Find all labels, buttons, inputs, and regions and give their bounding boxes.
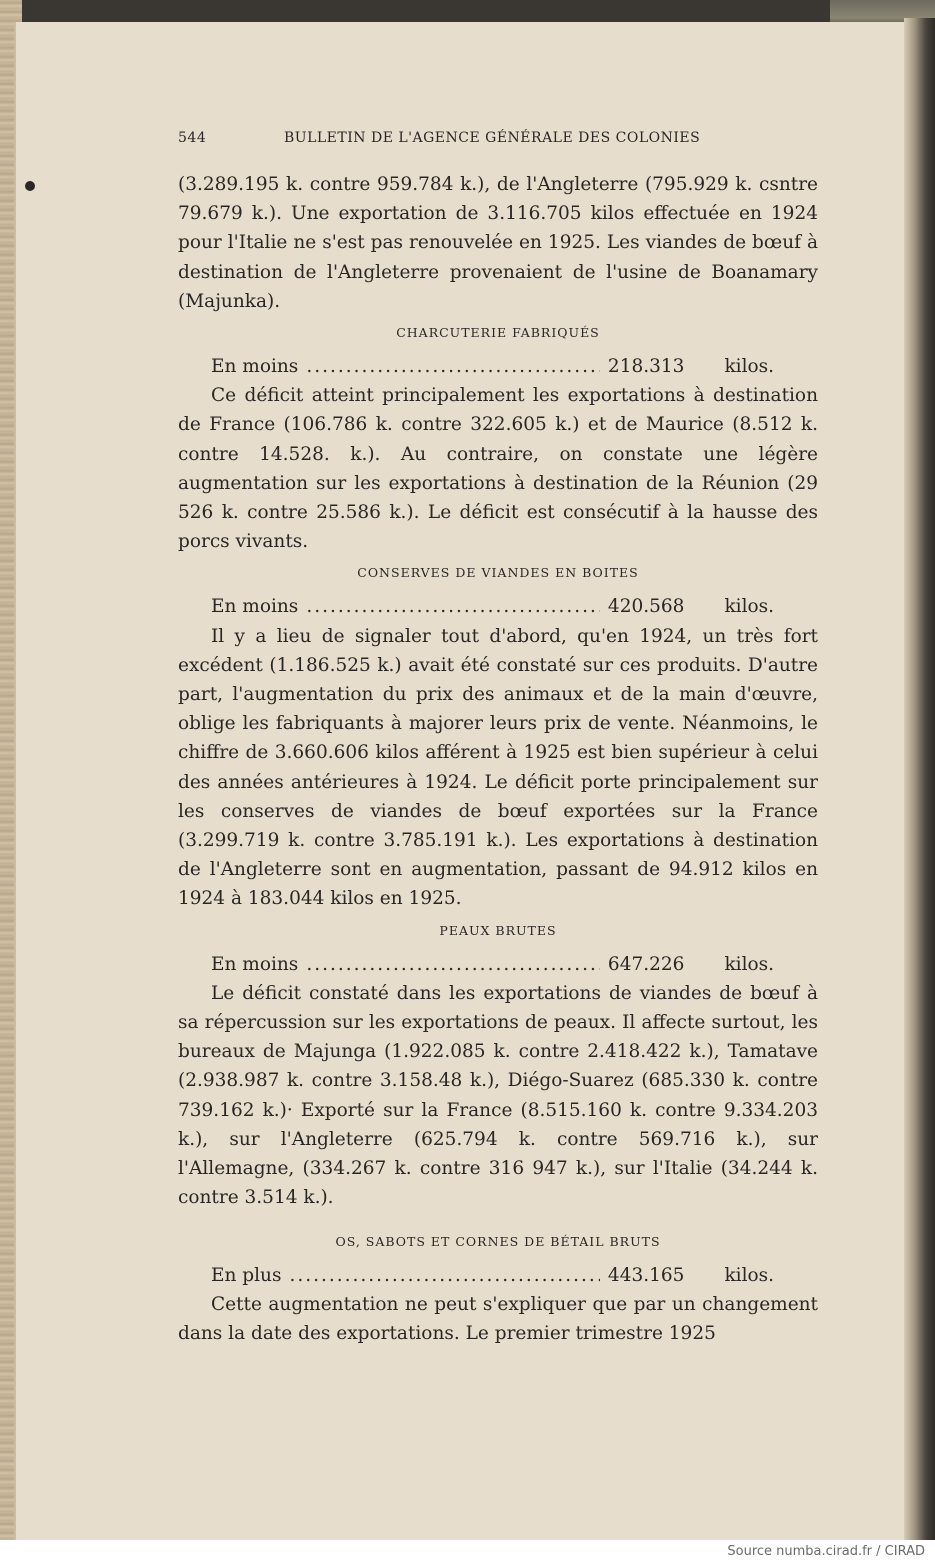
line-value: 420.568 xyxy=(607,596,685,618)
section-paragraph-charcuterie: Ce déficit atteint principalement les exportations à destination de France (106.786 k. contre 322.605 k.) et de Maurice (8.512 k. contre 14.528. k.). Au contraire, on constate une légère augmentation sur les exportations à destination de la Réunion (29 526 k. contre 25.586 k.). Le déficit est consécutif à la hausse des porcs vivants. xyxy=(178,385,818,553)
section-heading-conserves: CONSERVES DE VIANDES EN BOITES xyxy=(357,565,639,581)
section-paragraph-conserves: Il y a lieu de signaler tout d'abord, qu'en 1924, un très fort excédent (1.186.525 k.) avait été constaté sur ces produits. D'autre part, l'augmentation du prix des animaux et de la main d'œuvre, oblige les fabriquants à majorer leurs prix de vente. Néanmoins, le chiffre de 3.660.606 kilos afférent à 1925 est bien supérieur à celui des années antérieures à 1924. Le déficit porte principalement sur les conserves de viandes de bœuf exportées sur la France (3.299.719 k. contre 3.785.191 k.). Les exportations à destination de l'Angleterre sont en augmentation, passant de 94.912 kilos en 1924 à 183.044 kilos en 1925. xyxy=(178,625,818,910)
page-body xyxy=(178,170,818,1348)
dot-leader xyxy=(289,1261,599,1290)
section-heading-peaux: PEAUX BRUTES xyxy=(439,922,557,938)
section-heading-os-sabots: OS, SABOTS ET CORNES DE BÉTAIL BRUTS xyxy=(335,1233,661,1249)
line-item-conserves xyxy=(178,592,818,621)
binding-hole xyxy=(25,181,35,191)
line-item-os-sabots xyxy=(178,1261,818,1290)
source-credit: Source numba.cirad.fr / CIRAD xyxy=(727,1544,925,1559)
line-unit: kilos. xyxy=(724,596,774,618)
line-item-peaux xyxy=(178,950,818,979)
line-label: En plus xyxy=(211,1264,282,1286)
dot-leader xyxy=(306,592,600,621)
running-title: BULLETIN DE L'AGENCE GÉNÉRALE DES COLONIES xyxy=(284,130,701,146)
line-value: 647.226 xyxy=(607,953,685,975)
line-value: 443.165 xyxy=(607,1264,685,1286)
line-value: 218.313 xyxy=(607,356,685,378)
line-item-charcuterie xyxy=(178,352,818,381)
line-label: En moins xyxy=(211,356,299,378)
line-label: En moins xyxy=(211,596,299,618)
line-label: En moins xyxy=(211,953,299,975)
dot-leader xyxy=(306,950,600,979)
section-paragraph-os-sabots: Cette augmentation ne peut s'expliquer que par un changement dans la date des exportations. Le premier trimestre 1925 xyxy=(178,1293,818,1344)
line-unit: kilos. xyxy=(724,953,774,975)
section-heading-charcuterie: CHARCUTERIE FABRIQUÉS xyxy=(396,325,600,341)
book-spine xyxy=(904,18,935,1540)
section-paragraph-peaux: Le déficit constaté dans les exportations de viandes de bœuf à sa répercussion sur les exportations de peaux. Il affecte surtout, les bureaux de Majunga (1.922.085 k. contre 2.418.422 k.), Tamatave (2.938.987 k. contre 3.158.48 k.), Diégo-Suarez (685.330 k. contre 739.162 k.)· Exporté sur la France (8.515.160 k. contre 9.334.203 k.), sur l'Angleterre (625.794 k. contre 569.716 k.), sur l'Allemagne, (334.267 k. contre 316 947 k.), sur l'Italie (34.244 k. contre 3.514 k.). xyxy=(178,982,818,1209)
dot-leader xyxy=(306,352,600,381)
page-number: 544 xyxy=(178,130,207,146)
line-unit: kilos. xyxy=(724,1264,774,1286)
line-unit: kilos. xyxy=(724,356,774,378)
intro-paragraph: (3.289.195 k. contre 959.784 k.), de l'Angleterre (795.929 k. csntre 79.679 k.). Une exportation de 3.116.705 kilos effectuée en 1924 pour l'Italie ne s'est pas renouvelée en 1925. Les viandes de bœuf à destination de l'Angleterre provenaient de l'usine de Boanamary (Majunka). xyxy=(178,174,818,312)
